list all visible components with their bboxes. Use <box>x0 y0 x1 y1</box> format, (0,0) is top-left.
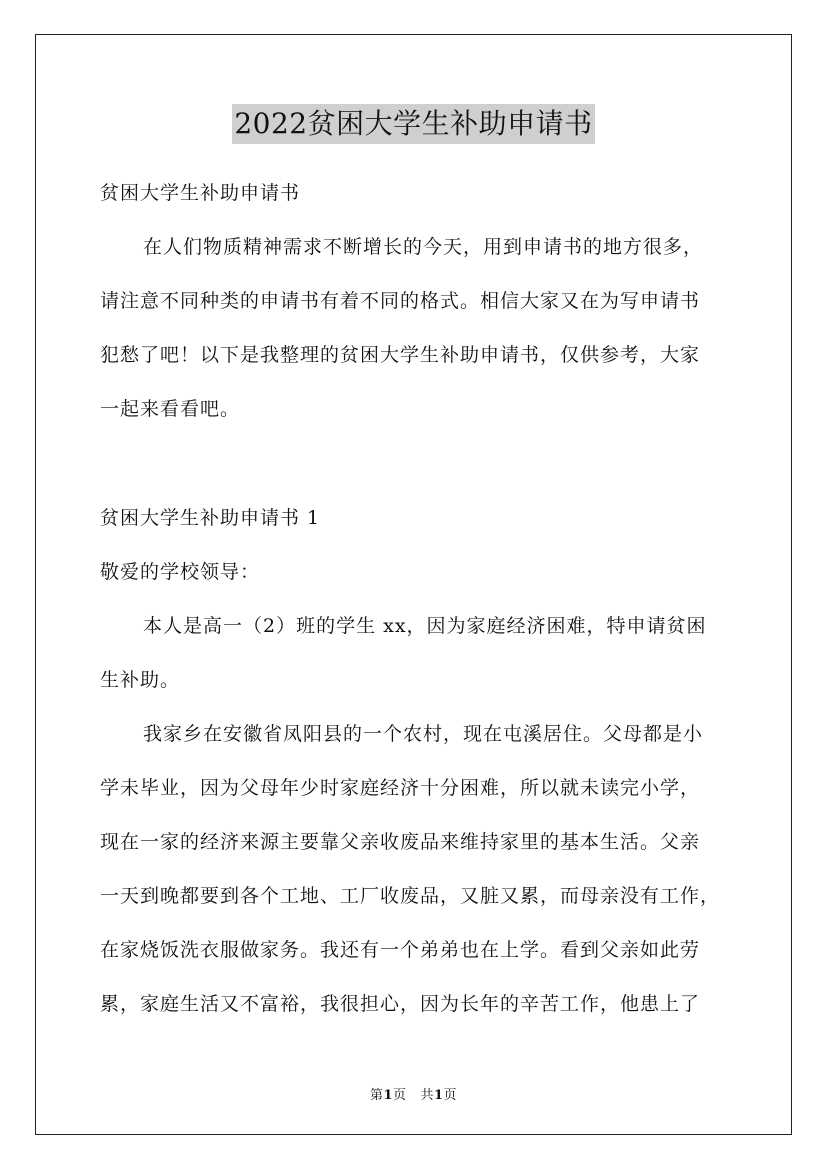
paragraph-line: 现在一家的经济来源主要靠父亲收废品来维持家里的基本生活。父亲 <box>100 831 701 853</box>
paragraph-line: 我家乡在安徽省凤阳县的一个农村，现在屯溪居住。父母都是小 <box>143 723 704 745</box>
document-body <box>100 166 740 436</box>
paragraph-line: 累，家庭生活又不富裕，我很担心，因为长年的辛苦工作，他患上了 <box>100 993 701 1015</box>
intro-line: 请注意不同种类的申请书有着不同的格式。相信大家又在为写申请书 <box>100 290 701 312</box>
letter-body <box>100 491 740 1031</box>
paragraph-line: 一天到晚都要到各个工地、工厂收废品，又脏又累，而母亲没有工作， <box>100 885 721 907</box>
paragraph-line: 学未毕业，因为父母年少时家庭经济十分困难，所以就未读完小学， <box>100 777 701 799</box>
intro-line: 一起来看看吧。 <box>100 398 241 420</box>
footer-total-prefix: 共 <box>420 1088 434 1103</box>
intro-line: 在人们物质精神需求不断增长的今天，用到申请书的地方很多， <box>143 236 704 258</box>
footer-page-total: 1 <box>433 1088 444 1103</box>
footer-page-current: 1 <box>383 1088 394 1103</box>
paragraph-line: 在家烧饭洗衣服做家务。我还有一个弟弟也在上学。看到父亲如此劳 <box>100 939 701 961</box>
footer-page-label: 页 <box>393 1088 407 1103</box>
footer-page-prefix: 第 <box>369 1088 384 1103</box>
document-subtitle: 贫困大学生补助申请书 <box>100 182 301 204</box>
document-title: 2022贫困大学生补助申请书 <box>232 104 594 144</box>
paragraph-line: 生补助。 <box>100 669 181 691</box>
paragraph-line: 本人是高一（2）班的学生 xx，因为家庭经济困难，特申请贫困 <box>143 615 707 637</box>
section-heading: 贫困大学生补助申请书 1 <box>100 507 321 529</box>
page-footer <box>0 1084 827 1103</box>
title-container <box>0 104 827 144</box>
intro-line: 犯愁了吧！以下是我整理的贫困大学生补助申请书，仅供参考，大家 <box>100 344 701 366</box>
footer-total-label: 页 <box>443 1088 458 1103</box>
salutation: 敬爱的学校领导： <box>100 561 261 583</box>
